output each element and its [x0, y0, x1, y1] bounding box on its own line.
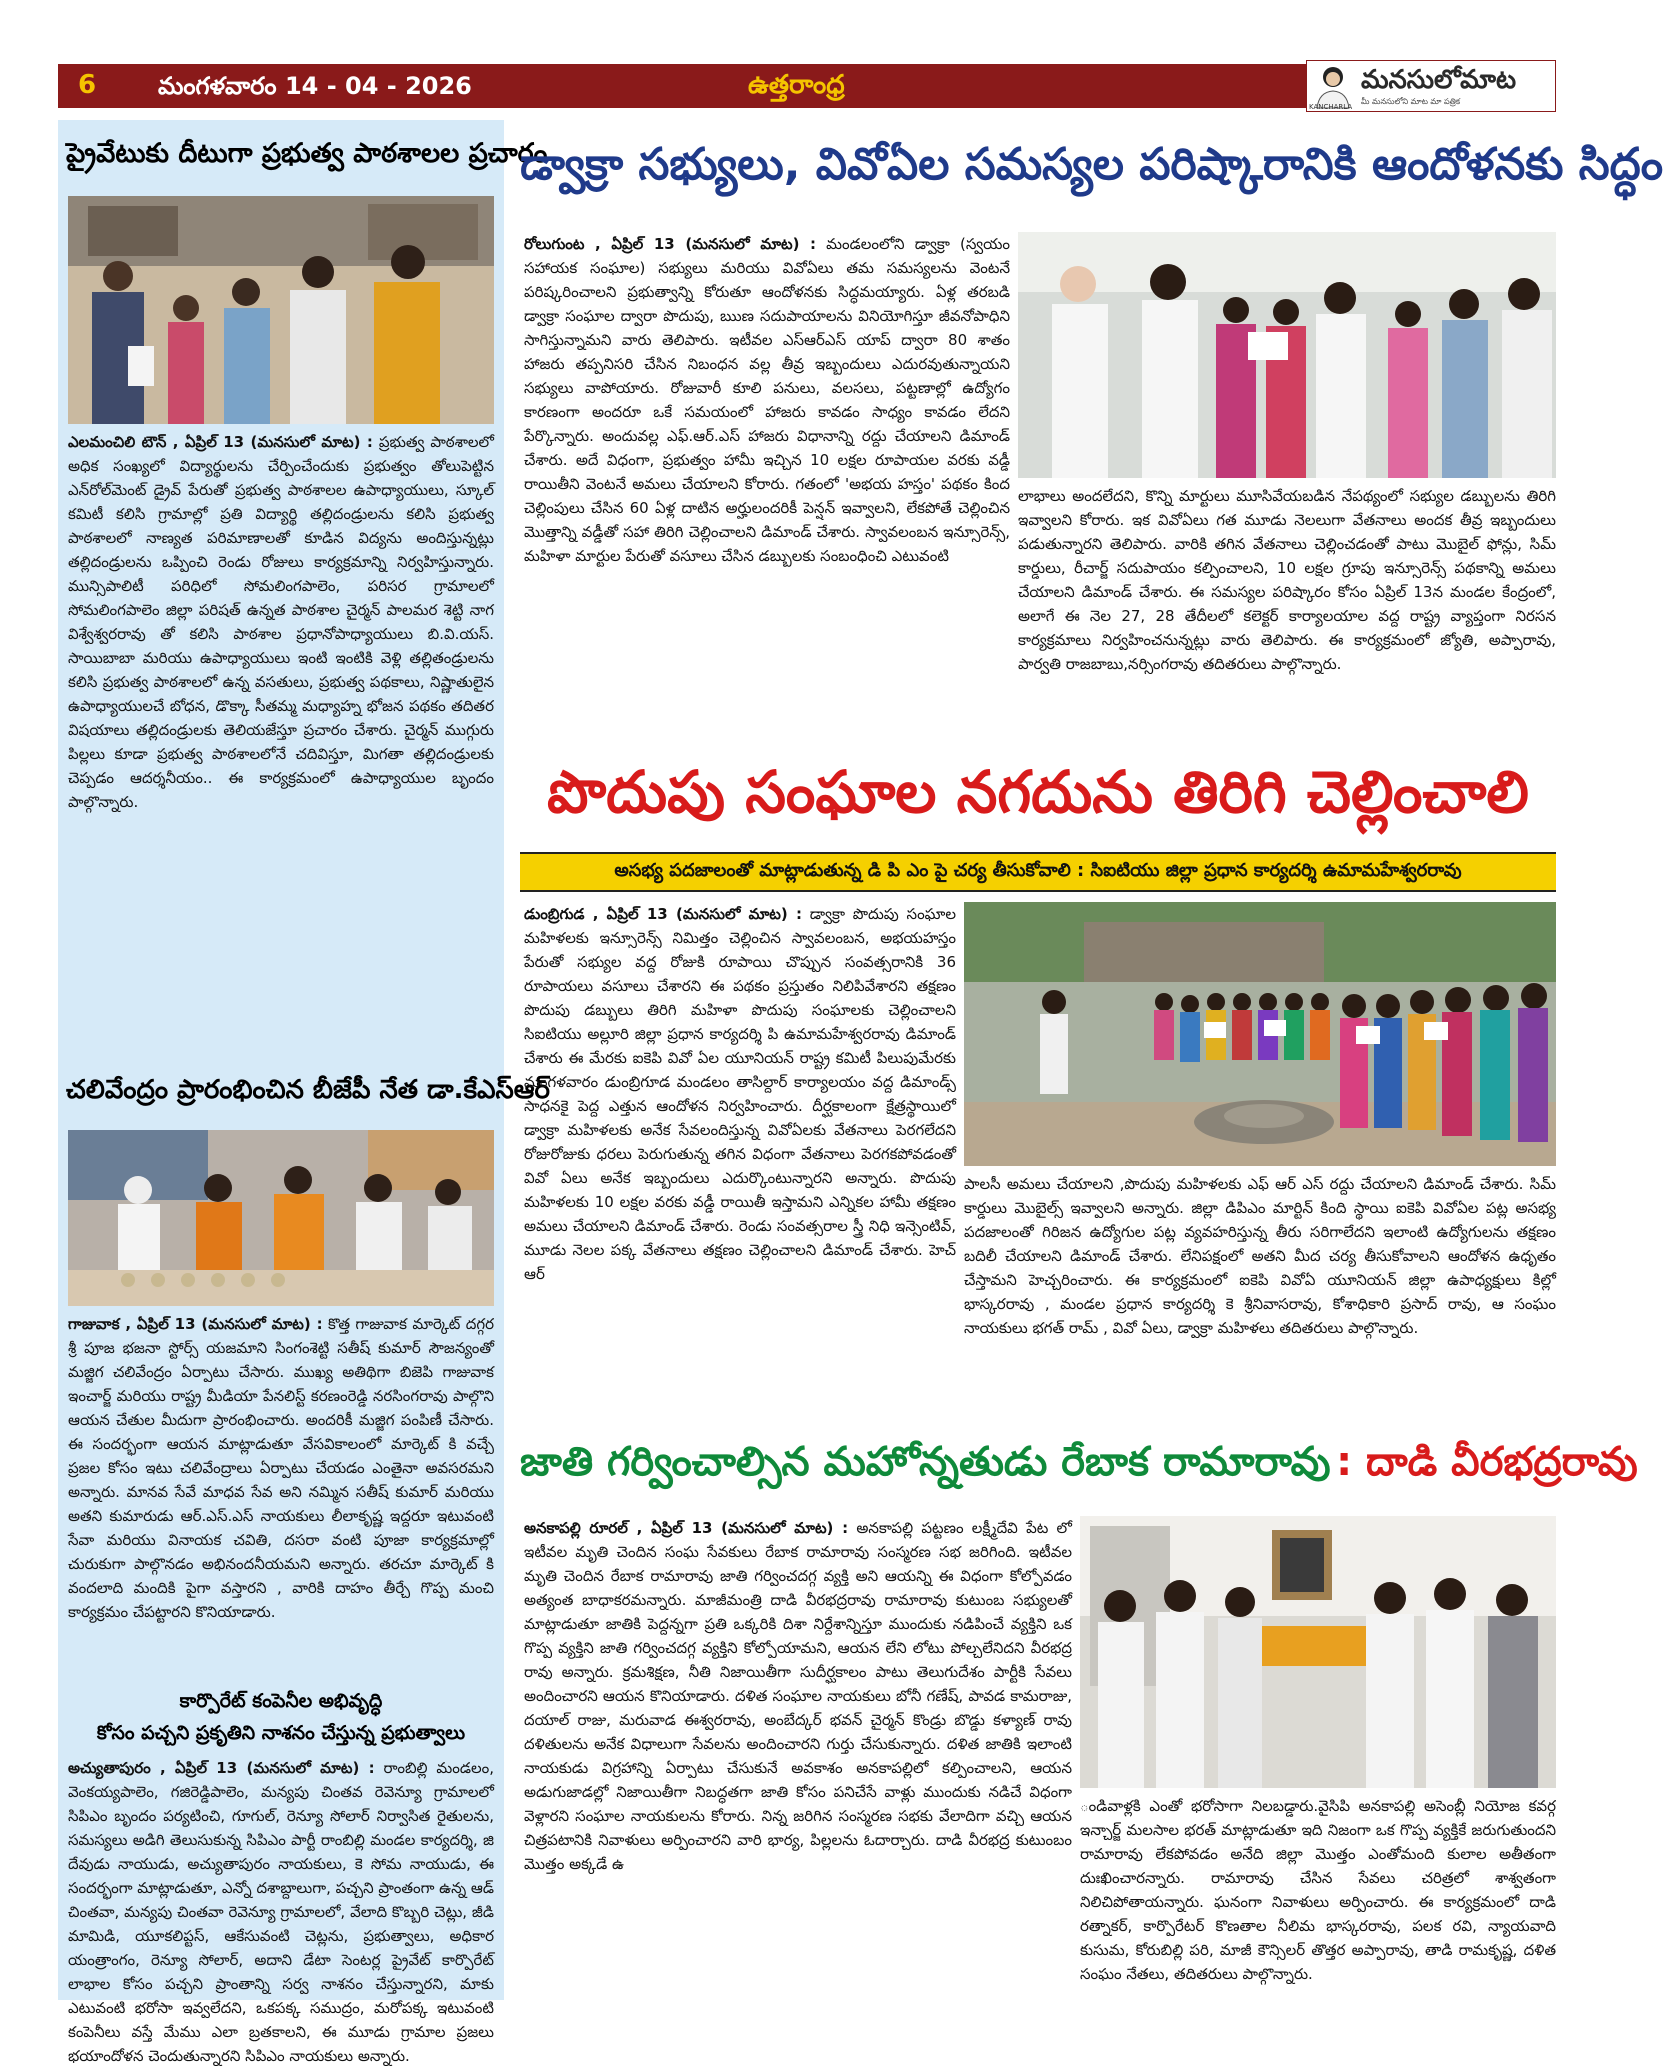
- dwakra-meeting-photo-icon: [1018, 232, 1556, 478]
- main-story3-text-right: [1080, 1794, 1556, 1986]
- sidebar-story1-text: [68, 430, 494, 1054]
- sidebar-story1-headline: ప్రైవేటుకు దీటుగా ప్రభుత్వ పాఠశాలల ప్రచారం: [66, 138, 548, 169]
- main-story2-dateline: డుంబ్రిగుడ , ఏప్రిల్ 13 (మనసులో మాట) :: [524, 905, 802, 923]
- school-visit-photo-icon: [68, 196, 494, 424]
- main-story1-dateline: రోలుగుంట , ఏప్రిల్ 13 (మనసులో మాట) :: [524, 235, 817, 253]
- main-story3-dateline: అనకాపల్లి రూరల్ , ఏప్రిల్ 13 (మనసులో మాట) :: [524, 1519, 849, 1537]
- sidebar-story2-dateline: గాజువాక , ఏప్రిల్ 13 (మనసులో మాట) :: [68, 1315, 323, 1333]
- main-story1-body-right: లాభాలు అందలేదని, కొన్ని మార్టులు మూసివేయబడిన నేపథ్యంలో సభ్యుల డబ్బులను తిరిగి ఇవ్వాలని కోరారు. ఇక వివోఏలు గత మూడు నెలలుగా వేతనాలు అందక తీవ్ర ఇబ్బందులు పడుతున్నారని తెలిపారు. వారికి తగిన వేతనాలు చెల్లించడంతో పాటు మొబైల్ ఫోన్లు, సిమ్ కార్డులు, రీచార్జ్ సదుపాయం కల్పించాలని, 10 లక్షల గ్రూపు ఇన్సూరెన్స్ పథకాన్ని అమలు చేయాలని డిమాండ్ చేశారు. ఈ సమస్యల పరిష్కారం కోసం ఏప్రిల్ 13న మండల కేంద్రంలో, అలాగే ఈ నెల 27, 28 తేదీలలో కలెక్టర్ కార్యాలయాల వద్ద రాష్ట్ర వ్యాప్తంగా నిరసన కార్యక్రమాలు నిర్వహించనున్నట్లు వారు తెలిపారు. ఈ కార్యక్రమంలో జ్యోతి, అప్పారావు, పార్వతి రాజబాబు,నర్సింగరావు తదితరులు పాల్గొన్నారు.: [1018, 487, 1556, 673]
- sidebar-story3-text: [68, 1756, 494, 2065]
- founder-portrait-icon: [1313, 64, 1353, 108]
- main-story3-text-left: [524, 1516, 1072, 1986]
- sidebar-story2-text: [68, 1312, 494, 1672]
- page-header: [58, 64, 1556, 111]
- sidebar-story2-headline: చలివేంద్రం ప్రారంభించిన బీజేపీ నేత డా.కేఎస్ఆర్: [66, 1075, 550, 1105]
- main-story2-body-right: పాలసీ అమలు చేయాలని ,పొదుపు మహిళలకు ఎఫ్ ఆర్ ఎస్ రద్దు చేయాలని డిమాండ్ చేశారు. సిమ్ కార్డులు మొబైల్స్ ఇవ్వాలని అన్నారు. జిల్లా డిపిఎం మార్టిన్ కింది స్థాయి ఐకెపి వివోఏల పట్ల అసభ్య పదజాలంతో గిరిజన ఉద్యోగుల పట్ల వ్యవహరిస్తున్న తీరు సరిగాలేదని ఇలాంటి ఉద్యోగులను తక్షణం బదిలీ చేయాలని డిమాండ్ చేశారు. లేనిపక్షంలో అతని మీద చర్య తీసుకోవాలని ఆందోళన ఉధృతం చేస్తామని హెచ్చరించారు. ఈ కార్యక్రమంలో ఐకెపి వివోఏ యూనియన్ జిల్లా ఉపాధ్యక్షులు కిల్లో భాస్కరరావు , మండల ప్రధాన కార్యదర్శి కె శ్రీనివాసరావు, కోశాధికారి ప్రసాద్ రావు, ఆ సంఘం నాయకులు భగత్ రామ్ , వివో ఏలు, డ్వాక్రా మహిళలు తదితరులు పాల్గొన్నారు.: [964, 1175, 1556, 1337]
- memorial-photo-icon: [1080, 1516, 1556, 1788]
- main-story2-text-left: [524, 902, 956, 1382]
- sidebar-story3-body: రాంబిల్లి మండలం, వెంకయ్యపాలెం, గజిరెడ్డిపాలెం, మన్యపు చింతవ రెవెన్యూ గ్రామాలలో సిపిఎం బృందం పర్యటించి, గూగుల్, రెన్యూ సోలార్ నిర్వాసిత రైతులను, సమస్యలు అడిగి తెలుసుకున్న సిపిఎం పార్టీ రాంబిల్లి మండల కార్యదర్శి, జి దేవుడు నాయుడు, అచ్యుతాపురం నాయకులు, కె సోమ నాయుడు, ఈ సందర్భంగా మాట్లాడుతూ, ఎన్నో దశాబ్దాలుగా, పచ్చని ప్రాంతంగా ఉన్న ఆడ్ చింతవా, మన్యపు చింతవా రెవెన్యూ గ్రామాలలో, వేలాది కొబ్బరి చెట్లు, జీడి మామిడి, యూకలిప్టస్, ఆకేసువంటి చెట్లను, ప్రభుత్వాలు, అధికార యంత్రాంగం, రెన్యూ సోలార్, అదాని డేటా సెంటర్ల ప్రైవేట్ కార్పొరేట్ లాభాల కోసం పచ్చని ప్రాంతాన్ని సర్వ నాశనం చేస్తున్నారని, మాకు ఎటువంటి భరోసా ఇవ్వలేదని, ఒకపక్క సముద్రం, మరోపక్క ఇటువంటి కంపెనీలు వస్తే మేము ఎలా బ్రతకాలని, ఈ మూడు గ్రామాల ప్రజలు భయాందోళన చెందుతున్నారని సిపిఎం నాయకులు అన్నారు.: [68, 1759, 494, 2065]
- page-number: 6: [78, 70, 97, 100]
- masthead-logo: [1306, 60, 1556, 112]
- logo-title: మనసులోమాట: [1361, 65, 1517, 95]
- main-story3-headline-speaker: : దాడి వీరభద్రరావు: [1336, 1439, 1638, 1485]
- protest-photo-icon: [964, 902, 1556, 1166]
- header-region: ఉత్తరాంధ్ర: [748, 70, 845, 100]
- logo-brand: KANCHARLA: [1309, 103, 1353, 111]
- main-story3-headline: [520, 1420, 1638, 1504]
- main-story3-body-left: అనకాపల్లి పట్టణం లక్ష్మీదేవి పేట లో ఇటీవల మృతి చెందిన సంఘ సేవకులు రేబాక రామారావు సంస్మరణ సభ జరిగింది. ఇటీవల మృతి చెందిన రేబాక రామారావు జాతి గర్వించదగ్గ వ్యక్తి అని ఆయన్ని ఈ విధంగా కోల్పోవడం అత్యంత బాధాకరమన్నారు. మాజీమంత్రి దాడి వీరభద్రరావు రామారావు కుటుంబ సభ్యులతో మాట్లాడుతూ జాతికి పెద్దన్నగా ప్రతి ఒక్కరికి దిశా నిర్దేశాన్నిస్తూ ముందుకు నడిపించే వ్యక్తిని ఒక గొప్ప వ్యక్తిని జాతి గర్వించదగ్గ వ్యక్తిని కోల్పోయామని, ఆయన లేని లోటు పోల్చలేనిదని వీరభద్ర రావు అన్నారు. క్రమశిక్షణ, నీతి నిజాయితీగా సుదీర్ఘకాలం పాటు తెలుగుదేశం పార్టీకి సేవలు అందించారని ఆయన కొనియాడారు. దళిత సంఘాల నాయకులు బోనీ గణేష్, పావడ కామరాజు, దయాల్ రాజు, మరువాడ ఈశ్వరరావు, అంబేద్కర్ భవన్ చైర్మన్ కొండ్రు బొడ్డు కళ్యాణ్ రావు దళితులను అనేక విధాలుగా సేవలను అందించారని గుర్తు చేసుకున్నారు. దళిత జాతికి ఇలాంటి నాయకుడు విగ్రహాన్ని ఏర్పాటు చేసుకునే అవకాశం అనకాపల్లిలో కల్పించాలని, ఆయన అడుగుజాడల్లో నిజాయితీగా నిబద్ధతగా జాతి కోసం పనిచేసే వాళ్లు ముందుకు నడిచే విధంగా వెళ్లారని సంఘాల నాయకులను కోరారు. నిన్న జరిగిన సంస్మరణ సభకు వేలాదిగా వచ్చి ఆయన చిత్రపటానికి నివాళులు అర్పించారని వారి భార్య, పిల్లలను ఓదార్చారు. దాడి వీరభద్ర కుటుంబం మొత్తం అక్కడే ఉ: [524, 1519, 1072, 1873]
- main-story1-body-left: మండలంలోని డ్వాక్రా (స్వయం సహాయక సంఘాల) సభ్యులు మరియు వివోఏలు తమ సమస్యలను వెంటనే పరిష్కరించాలని ప్రభుత్వాన్ని కోరుతూ ఆందోళనకు సిద్ధమయ్యారు. ఏళ్ల తరబడి డ్వాక్రా సంఘాల ద్వారా పొదుపు, ఋణ సదుపాయాలను వినియోగిస్తూ జీవనోపాధిని సాగిస్తున్నామని వారు తెలిపారు. ఇటీవల ఎస్ఆర్ఎస్ యాప్ ద్వారా 80 శాతం హాజరు తప్పనిసరి చేసిన నిబంధన వల్ల తీవ్ర ఇబ్బందులు ఎదురవుతున్నాయని సభ్యులు వాపోయారు. రోజువారీ కూలి పనులు, వలసలు, పట్టణాల్లో ఉద్యోగం కారణంగా అందరూ ఒకే సమయంలో హాజరు కావడం సాధ్యం కావడం లేదని పేర్కొన్నారు. అందువల్ల ఎఫ్.ఆర్.ఎస్ హాజరు విధానాన్ని రద్దు చేయాలని డిమాండ్ చేశారు. అదే విధంగా, ప్రభుత్వం హామీ ఇచ్చిన 10 లక్షల రూపాయల వరకు వడ్డీ రాయితీని వెంటనే అమలు చేయాలని కోరారు. గతంలో 'అభయ హస్తం' పథకం కింద చెల్లింపులు చేసిన 60 ఏళ్ల దాటిన అర్హులందరికీ పెన్షన్ ఇవ్వాలని, లేకపోతే చెల్లించిన మొత్తాన్ని వడ్డీతో సహా తిరిగి చెల్లించాలని డిమాండ్ చేశారు. స్వావలంబన ఇన్సూరెన్స్, మహిళా మార్టుల పేరుతో వసూలు చేసిన డబ్బులకు సంబంధించి ఎటువంటి: [524, 235, 1010, 565]
- main-story2-text-right: [964, 1172, 1556, 1382]
- main-story1-text-left: [524, 232, 1010, 712]
- left-sidebar: [58, 120, 550, 2065]
- logo-tagline: మీ మనసులోని మాట మా పత్రిక: [1361, 97, 1461, 106]
- main-story3-body-right: ండివాళ్లకి ఎంతో భరోసాగా నిలబడ్డారు.వైసిపి అనకాపల్లి అసెంబ్లీ నియోజ కవర్గ ఇన్చార్జ్ మలసాల భరత్ మాట్లాడుతూ ఇది నిజంగా ఒక గొప్ప వ్యక్తికే జరుగుతుందని రామారావు లేకపోవడం అనేది జిల్లా మొత్తం ఎంతోమంది కులాల అతీతంగా దుఃఖించారన్నారు. రామారావు చేసిన సేవలు చరిత్రలో శాశ్వతంగా నిలిచిపోతాయన్నారు. ఘనంగా నివాళులు అర్పించారు. ఈ కార్యక్రమంలో దాడి రత్నాకర్, కార్పొరేటర్ కొణతాల నీలిమ భాస్కరరావు, పలక రవి, న్యాయవాది కుసుమ, కోరుబిల్లి పరి, మాజీ కౌన్సిలర్ తొత్తర అప్పారావు, తాడి రామకృష్ణ, దళిత సంఘం నేతలు, తదితరులు పాల్గొన్నారు.: [1080, 1797, 1556, 1983]
- main-story2-body-left: డ్వాక్రా పొదుపు సంఘాల మహిళలకు ఇన్సూరెన్స్ నిమిత్తం చెల్లించిన స్వావలంబన, అభయహస్తం పేరుతో సభ్యుల వద్ద రోజుకి రూపాయి చొప్పున సంవత్సరానికి 36 రూపాయలు వసూలు చేశారని ఈ పథకం ప్రస్తుతం నిలిపివేశారని తక్షణం పొదుపు డబ్బులు తిరిగి మహిళా పొదుపు సంఘాలకు చెల్లించాలని సిఐటియు అల్లూరి జిల్లా ప్రధాన కార్యదర్శి పి ఉమామహేశ్వరరావు డిమాండ్ చేశారు ఈ మేరకు ఐకెపి వివో ఏల యూనియన్ రాష్ట్ర కమిటీ పిలుపుమేరకు మంగళవారం డుంబ్రిగూడ మండలం తాసిల్దార్ కార్యాలయం వద్ద డిమాండ్స్ సాధనకై పెద్ద ఎత్తున ఆందోళన నిర్వహించారు. దీర్ఘకాలంగా క్షేత్రస్థాయిలో డ్వాక్రా మహిళలకు అనేక సేవలందిస్తున్న వివోఏలకు వేతనాలు పెరగలేదని రోజురోజుకు ధరలు పెరుగుతున్న తగిన విధంగా వేతనాలు పెరగకపోవడంతో వివో ఏలు అనేక ఇబ్బందులు ఎదుర్కొంటున్నారని అన్నారు. పొదుపు మహిళలకు 10 లక్షల వరకు వడ్డీ రాయితీ ఇస్తామని ఎన్నికల హామీ తక్షణం అమలు చేయాలని డిమాండ్ చేశారు. రెండు సంవత్సరాల స్త్రీ నిధి ఇన్సెంటివ్, మూడు నెలల పక్క వేతనాలు తక్షణం చెల్లించాలని డిమాండ్ చేశారు. హెచ్ ఆర్: [524, 905, 956, 1283]
- sidebar-story3-headline-line2: కోసం పచ్చని ప్రకృతిని నాశనం చేస్తున్న ప్రభుత్వాలు: [96, 1722, 466, 1744]
- sidebar-story3-dateline: అచ్యుతాపురం , ఏప్రిల్ 13 (మనసులో మాట) :: [68, 1759, 375, 1777]
- main-story1-headline: డ్వాక్రా సభ్యులు, వివోఏల సమస్యల పరిష్కారానికి ఆందోళనకు సిద్ధం: [520, 139, 1663, 190]
- sidebar-story3-headline-line1: కార్పొరేట్ కంపెనీల అభివృద్ధి: [179, 1690, 383, 1712]
- main-story2-headline: పొదుపు సంఘాల నగదును తిరిగి చెల్లించాలి: [547, 758, 1529, 826]
- main-story2-subhead: అసభ్య పదజాలంతో మాట్లాడుతున్న డి పి ఎం పై చర్య తీసుకోవాలి : సిఐటియు జిల్లా ప్రధాన కార్యదర్శి ఉమామహేశ్వరరావు: [520, 852, 1556, 892]
- main-story1-text-right: [1018, 484, 1556, 712]
- main-story3-headline-main: జాతి గర్వించాల్సిన మహోన్నతుడు రేబాక రామారావు: [520, 1439, 1331, 1485]
- sidebar-story2-body: కొత్త గాజువాక మార్కెట్ దగ్గర శ్రీ పూజ భజనా స్టోర్స్ యజమాని సింగంశెట్టి సతీష్ కుమార్ సౌజన్యంతో మజ్జిగ చలివేంద్రం ఏర్పాటు చేసారు. ముఖ్య అతిథిగా బిజెపి గాజువాక ఇంచార్జ్ మరియు రాష్ట్ర మీడియా పేనలిస్ట్ కరణంరెడ్డి నరసింగరావు పాల్గొని ఆయన చేతుల మీదుగా ప్రారంభించారు. అందరికీ మజ్జిగ పంపిణీ చేసారు. ఈ సందర్భంగా ఆయన మాట్లాడుతూ వేసవికాలంలో మార్కెట్ కి వచ్చే ప్రజల కోసం ఇటు చలివేంద్రాలు ఏర్పాటు చేయడం ఎంతైనా అవసరమని అన్నారు. మానవ సేవే మాధవ సేవ అని నమ్మిన సతీష్ కుమార్ మరియు అతని కుమారుడు ఆర్.ఎస్.ఎస్ నాయకులు లీలాకృష్ణ ఇద్దరూ ఇటువంటి సేవా మరియు వినాయక చవితి, దసరా వంటి పూజా కార్యక్రమాల్లో చురుకుగా పాల్గొనడం అభినందనీయమని అన్నారు. తరచూ మార్కెట్ కి వందలాది మందికి పైగా వస్తారని , వారికి దాహం తీర్చే గొప్ప మంచి కార్యక్రమం చేపట్టారని కొనియాడారు.: [68, 1315, 494, 1621]
- water-camp-photo-icon: [68, 1130, 494, 1306]
- header-date: మంగళవారం 14 - 04 - 2026: [158, 72, 472, 100]
- sidebar-story1-dateline: ఎలమంచిలి టౌన్ , ఏప్రిల్ 13 (మనసులో మాట) :: [68, 433, 373, 451]
- sidebar-story1-body: ప్రభుత్వ పాఠశాలలో అధిక సంఖ్యలో విద్యార్థులను చేర్పించేందుకు ప్రభుత్వం తోలుపెట్టిన ఎన్‌రోల్‌మెంట్ డ్రైవ్ పేరుతో ప్రభుత్వ పాఠశాలల ఉపాధ్యాయులు, స్కూల్ కమిటీ కలిసి గ్రామాల్లో ప్రతి విద్యార్థి తల్లిదండ్రులను కలిసి ప్రభుత్వ పాఠశాలలో నాణ్యత పరిమాణాలతో కూడిన విద్యను అందిస్తున్నట్లు తల్లిదండ్రులను ఒప్పించి రెండు రోజులు కార్యక్రమాన్ని నిర్వహిస్తున్నారు. మున్సిపాలిటీ పరిధిలో సోమలింగపాలెం, పరిసర గ్రామాలలో సోమలింగపాలెం జిల్లా పరిషత్ ఉన్నత పాఠశాల చైర్మన్ పాలమర శెట్టి నాగ విశ్వేశ్వరరావు తో కలిసి పాఠశాల ప్రధానోపాధ్యాయులు బి.వి.యస్. సాయిబాబా మరియు ఉపాధ్యాయులు ఇంటి ఇంటికి వెళ్లి తల్లితండ్రులను కలిసి ప్రభుత్వ పాఠశాలలో ఉన్న వసతులు, ప్రభుత్వ పథకాలు, నిష్ణాతులైన ఉపాధ్యాయులచే బోధన, డొక్కా సీతమ్మ మధ్యాహ్న భోజన పథకం తదితర విషయాలు తల్లిదండ్రులకు తెలియజేస్తూ ప్రచారం చేశారు. చైర్మన్ ముగ్గురు పిల్లలు కూడా ప్రభుత్వ పాఠశాలలోనే చదివిస్తూ, మిగతా తల్లిదండ్రులకు చెప్పడం ఆదర్శనీయం.. ఈ కార్యక్రమంలో ఉపాధ్యాయుల బృందం పాల్గొన్నారు.: [68, 433, 494, 811]
